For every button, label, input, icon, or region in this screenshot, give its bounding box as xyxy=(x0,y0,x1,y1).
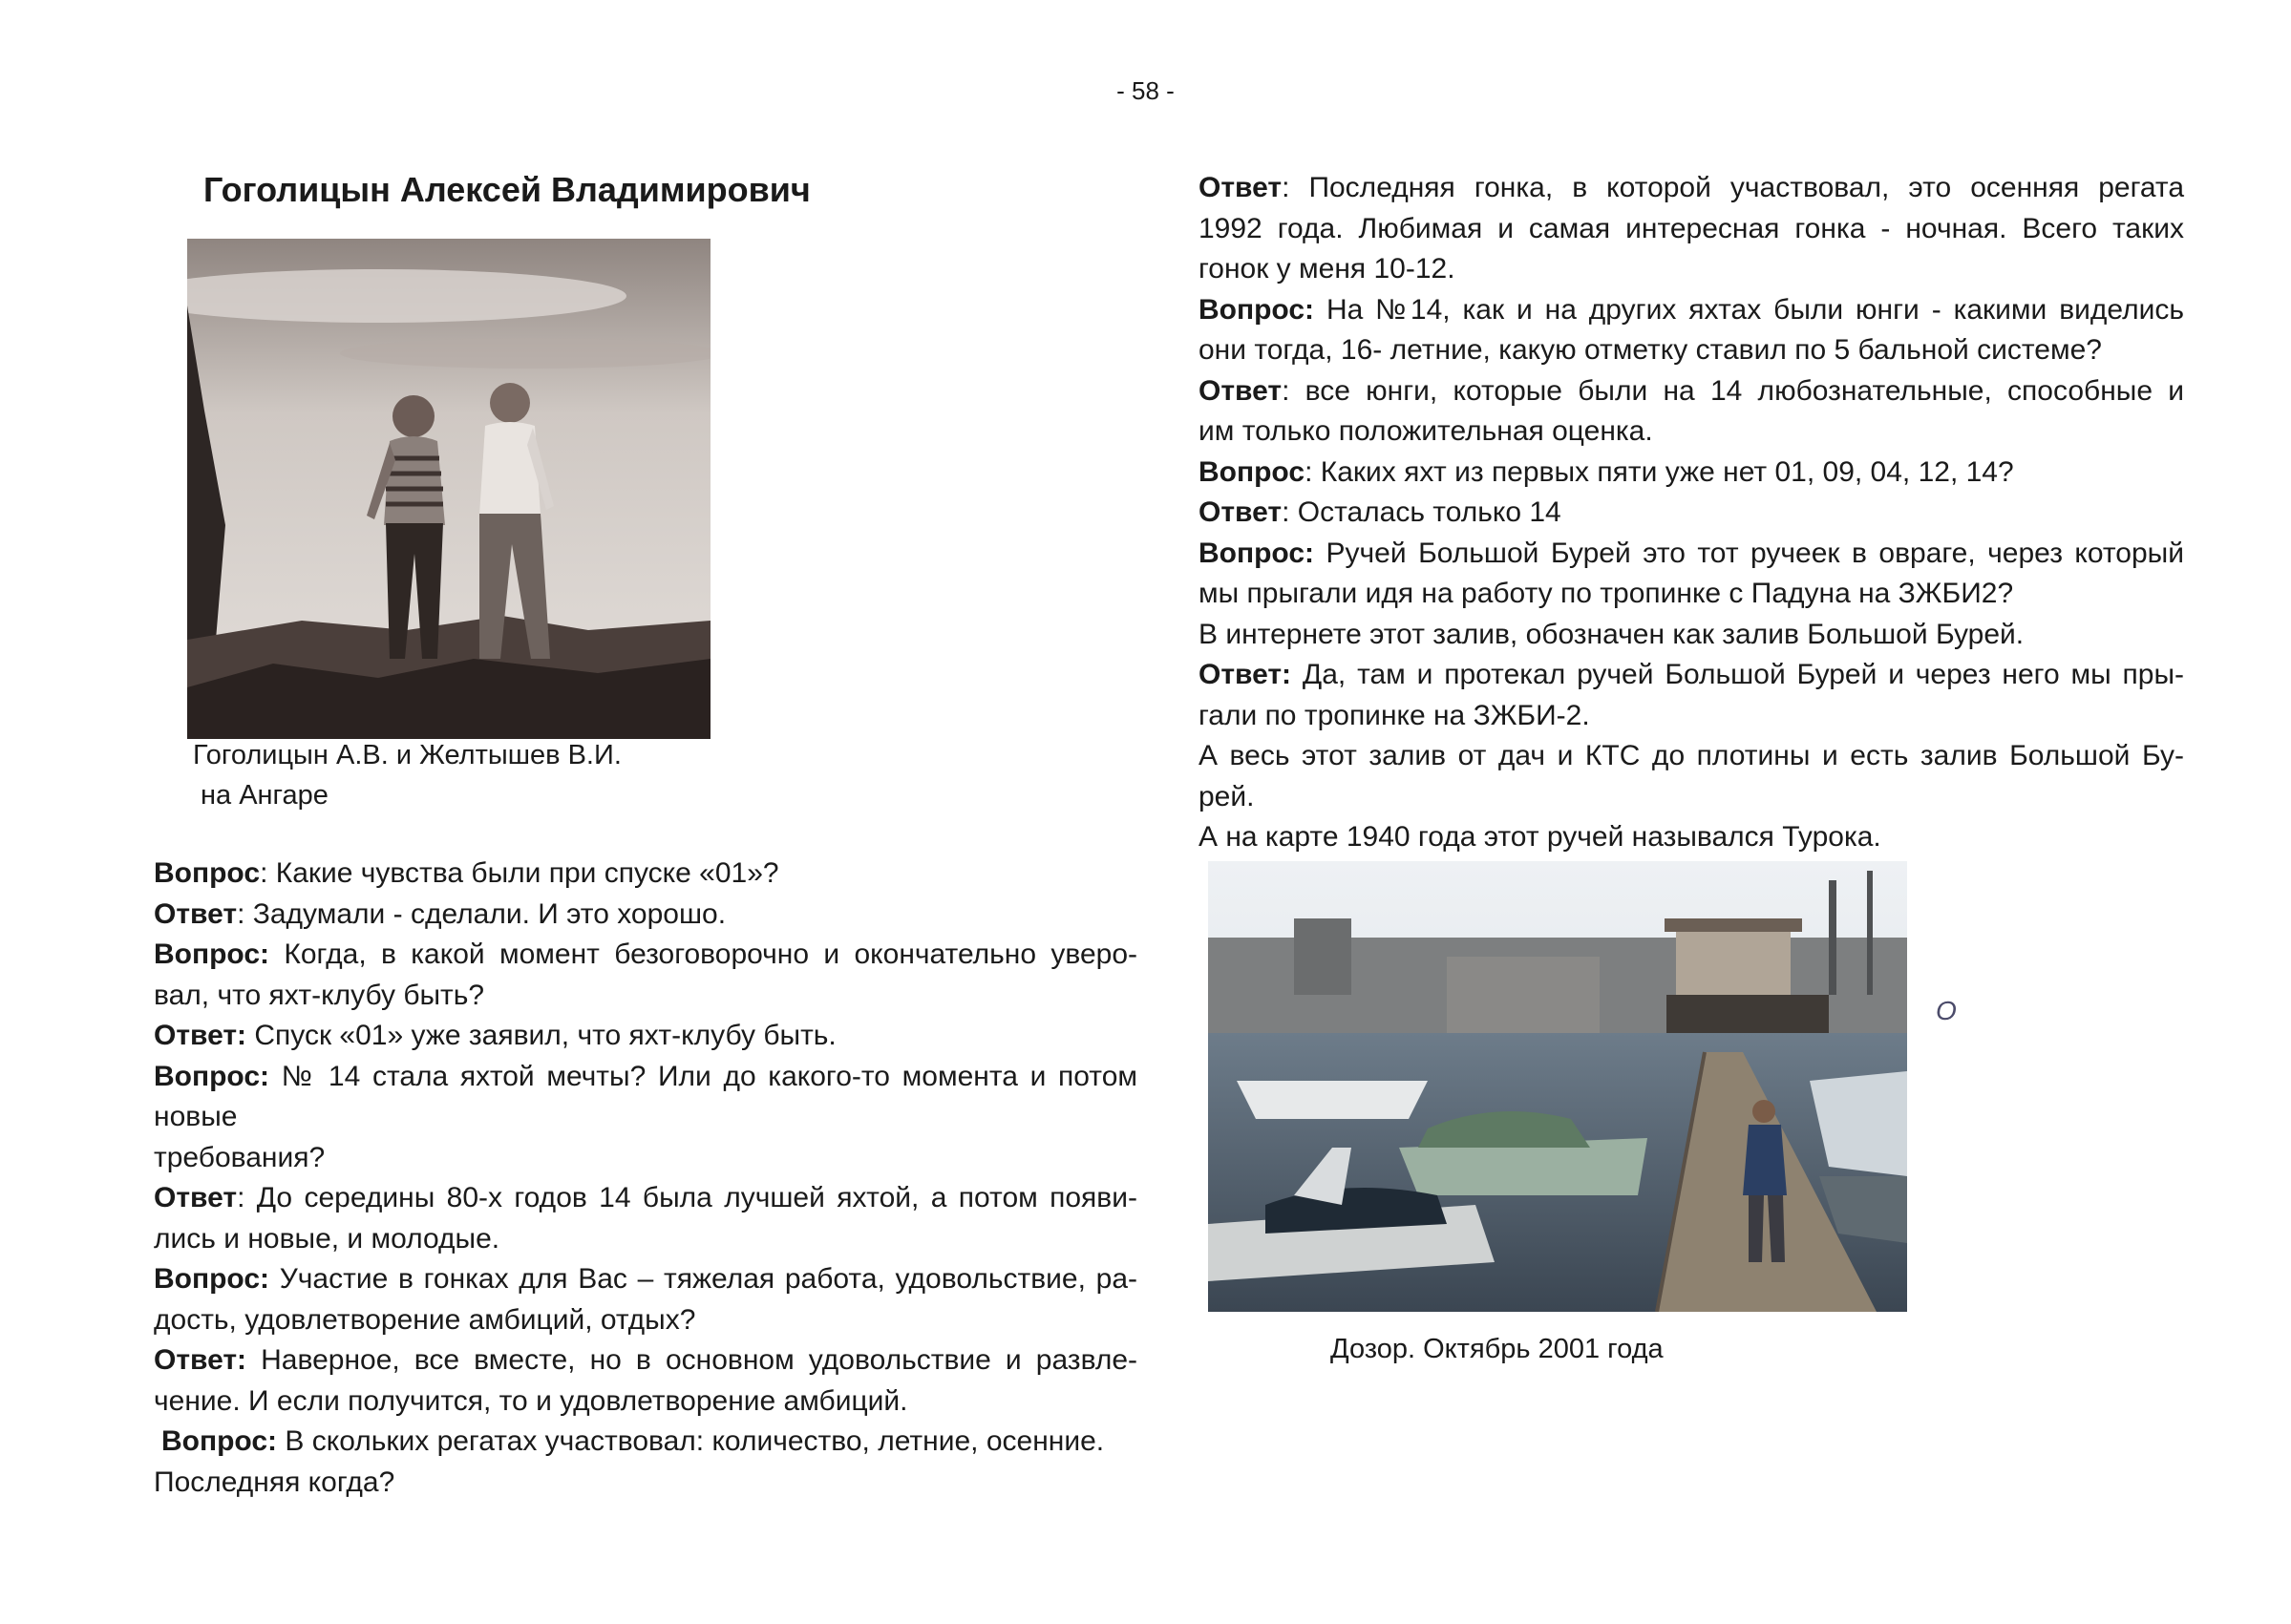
interview-line: лись и новые, и молодые. xyxy=(154,1222,500,1255)
page-title: Гоголицын Алексей Владимирович xyxy=(203,170,811,209)
interview-line: им только положительная оценка. xyxy=(1199,415,1653,447)
interview-line: Последняя когда? xyxy=(154,1466,395,1498)
interview-line: мы прыгали идя на работу по тропинке с Падуна на ЗЖБИ2? xyxy=(1199,578,2014,609)
interview-line: гали по тропинке на ЗЖБИ-2. xyxy=(1199,699,1590,731)
photo1-caption-line1: Гоголицын А.В. и Желтышев В.И. xyxy=(193,740,622,770)
photo2-caption: Дозор. Октябрь 2001 года xyxy=(1330,1334,1664,1364)
interview-line: рей. xyxy=(1199,780,1255,812)
photo-two-men-on-angara xyxy=(187,239,711,739)
interview-line: Вопрос: Участие в гонках для Вас – тяжелая работа, удовольствие, ра- xyxy=(154,1263,1137,1295)
interview-line: В интернете этот залив, обозначен как залив Большой Бурей. xyxy=(1199,618,2025,650)
interview-line: Вопрос: На №14, как и на других яхтах были юнги - какими виделись xyxy=(1199,293,2184,326)
interview-line: А на карте 1940 года этот ручей назывался Турока. xyxy=(1199,821,1881,853)
interview-line: 1992 года. Любимая и самая интересная гонка - ночная. Всего таких xyxy=(1199,212,2184,244)
interview-line: чение. И если получится, то и удовлетворение амбиций. xyxy=(154,1384,908,1417)
interview-line: новые xyxy=(154,1101,238,1132)
interview-line: Ответ: Задумали - сделали. И это хорошо. xyxy=(154,897,727,930)
interview-right-column xyxy=(1199,168,2184,858)
interview-line: вал, что яхт-клубу быть? xyxy=(154,979,485,1011)
interview-line: Вопрос: Ручей Большой Бурей это тот ручеек в овраге, через который xyxy=(1199,537,2184,569)
interview-line: они тогда, 16- летние, какую отметку ставил по 5 бальной системе? xyxy=(1199,334,2102,366)
interview-left-column xyxy=(154,854,1137,1503)
interview-line: Ответ: До середины 80-х годов 14 была лучшей яхтой, а потом появи- xyxy=(154,1182,1137,1213)
photo-dozor-harbour xyxy=(1208,861,1907,1312)
interview-line: Ответ: Осталась только 14 xyxy=(1199,496,1561,528)
interview-line: Ответ: все юнги, которые были на 14 любознательные, способные и xyxy=(1199,374,2184,407)
interview-line: Вопрос: № 14 стала яхтой мечты? Или до какого-то момента и потом xyxy=(154,1060,1137,1092)
interview-line: Ответ: Спуск «01» уже заявил, что яхт-клубу быть. xyxy=(154,1020,837,1051)
photo1-caption-line2: на Ангаре xyxy=(201,780,329,811)
interview-line: Ответ: Да, там и протекал ручей Большой Бурей и через него мы пры- xyxy=(1199,659,2184,690)
photo1-caption xyxy=(193,735,622,815)
page-number: - 58 - xyxy=(1116,76,1175,105)
interview-line: А весь этот залив от дач и КТС до плотины и есть залив Большой Бу- xyxy=(1199,740,2184,771)
interview-line: Вопрос: В скольких регатах участвовал: количество, летние, осенние. xyxy=(161,1425,1105,1457)
interview-line: Вопрос: Каких яхт из первых пяти уже нет 01, 09, 04, 12, 14? xyxy=(1199,455,2014,488)
interview-line: гонок у меня 10-12. xyxy=(1199,253,1455,285)
interview-line: требования? xyxy=(154,1141,326,1173)
interview-line: Вопрос: Когда, в какой момент безоговорочно и окончательно уверо- xyxy=(154,939,1137,970)
margin-mark: О xyxy=(1936,996,1957,1025)
interview-line: Ответ: Наверное, все вместе, но в основном удовольствие и развле- xyxy=(154,1344,1137,1376)
interview-line: Ответ: Последняя гонка, в которой участвовал, это осенняя регата xyxy=(1199,172,2184,203)
interview-line: Вопрос: Какие чувства были при спуске «01»? xyxy=(154,857,779,889)
interview-line: дость, удовлетворение амбиций, отдых? xyxy=(154,1303,696,1336)
